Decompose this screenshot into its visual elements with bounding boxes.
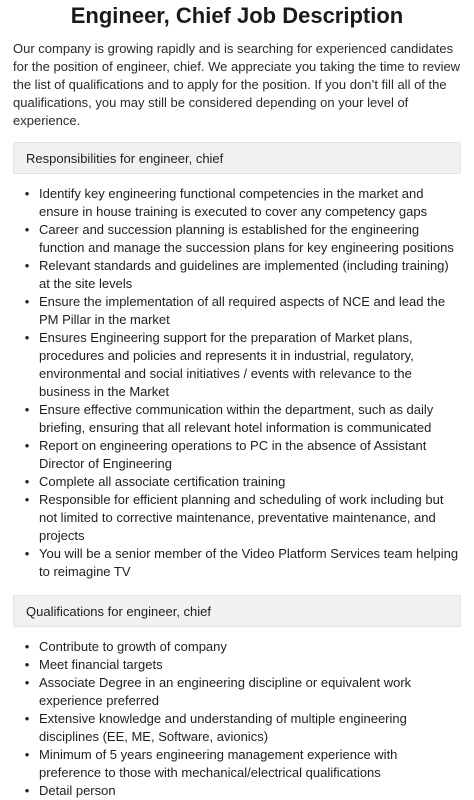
page-title: Engineer, Chief Job Description [70, 3, 404, 28]
list-item-text: Minimum of 5 years engineering management experience with preference to those with mechanical/electrical qualifications [39, 747, 398, 780]
responsibilities-header [13, 142, 461, 174]
list-item-text: Ensures Engineering support for the preparation of Market plans, procedures and policies and represents it in industrial, regulatory, environmental and social initiatives / events with relevance to the business in the Market [39, 330, 414, 399]
bullet-icon: • [24, 711, 30, 726]
bullet-icon: • [24, 639, 30, 654]
list-item [13, 638, 461, 656]
bullet-icon: • [24, 186, 30, 201]
list-item [13, 293, 461, 329]
list-item-text: Detail person [39, 783, 116, 798]
list-item-text: Complete all associate certification training [39, 474, 286, 489]
bullet-icon: • [24, 330, 30, 345]
bullet-icon: • [24, 258, 30, 273]
list-item [13, 329, 461, 401]
responsibilities-list [13, 185, 461, 581]
list-item [13, 257, 461, 293]
bullet-icon: • [24, 675, 30, 690]
list-item-text: Career and succession planning is established for the engineering function and manage the succession plans for key engineering positions [39, 222, 454, 255]
list-item-text: You will be a senior member of the Video Platform Services team helping to reimagine TV [39, 546, 459, 579]
list-item-text: Responsible for efficient planning and scheduling of work including but not limited to corrective maintenance, preventative maintenance, and projects [39, 492, 444, 543]
list-item [13, 545, 461, 581]
list-item-text: Contribute to growth of company [39, 639, 227, 654]
bullet-icon: • [24, 492, 30, 507]
bullet-icon: • [24, 438, 30, 453]
qualifications-heading: Qualifications for engineer, chief [26, 603, 211, 619]
list-item [13, 437, 461, 473]
list-item [13, 710, 461, 746]
bullet-icon: • [24, 474, 30, 489]
list-item [13, 674, 461, 710]
list-item [13, 185, 461, 221]
qualifications-header [13, 595, 461, 627]
list-item [13, 782, 461, 800]
list-item-text: Ensure effective communication within the department, such as daily briefing, ensuring that all relevant hotel information is communicated [39, 402, 434, 435]
list-item [13, 656, 461, 674]
list-item-text: Relevant standards and guidelines are implemented (including training) at the site levels [39, 258, 449, 291]
list-item-text: Extensive knowledge and understanding of multiple engineering disciplines (EE, ME, Software, avionics) [39, 711, 407, 744]
responsibilities-heading: Responsibilities for engineer, chief [26, 150, 224, 166]
bullet-icon: • [24, 747, 30, 762]
bullet-icon: • [24, 222, 30, 237]
list-item [13, 491, 461, 545]
list-item [13, 221, 461, 257]
bullet-icon: • [24, 546, 30, 561]
bullet-icon: • [24, 402, 30, 417]
qualifications-list [13, 638, 461, 800]
list-item-text: Meet financial targets [39, 657, 163, 672]
list-item-text: Identify key engineering functional competencies in the market and ensure in house training is executed to cover any competency gaps [39, 186, 428, 219]
list-item-text: Associate Degree in an engineering discipline or equivalent work experience preferred [39, 675, 412, 708]
list-item [13, 746, 461, 782]
list-item-text: Ensure the implementation of all required aspects of NCE and lead the PM Pillar in the market [39, 294, 446, 327]
intro-paragraph: Our company is growing rapidly and is searching for experienced candidates for the position of engineer, chief. We appreciate you taking the time to review the list of qualifications and to apply for the position. If you don’t fill all of the qualifications, you may still be considered depending on your level of experience. [13, 41, 461, 128]
bullet-icon: • [24, 657, 30, 672]
list-item-text: Report on engineering operations to PC in the absence of Assistant Director of Engineering [39, 438, 427, 471]
list-item [13, 401, 461, 437]
bullet-icon: • [24, 783, 30, 798]
list-item [13, 473, 461, 491]
bullet-icon: • [24, 294, 30, 309]
